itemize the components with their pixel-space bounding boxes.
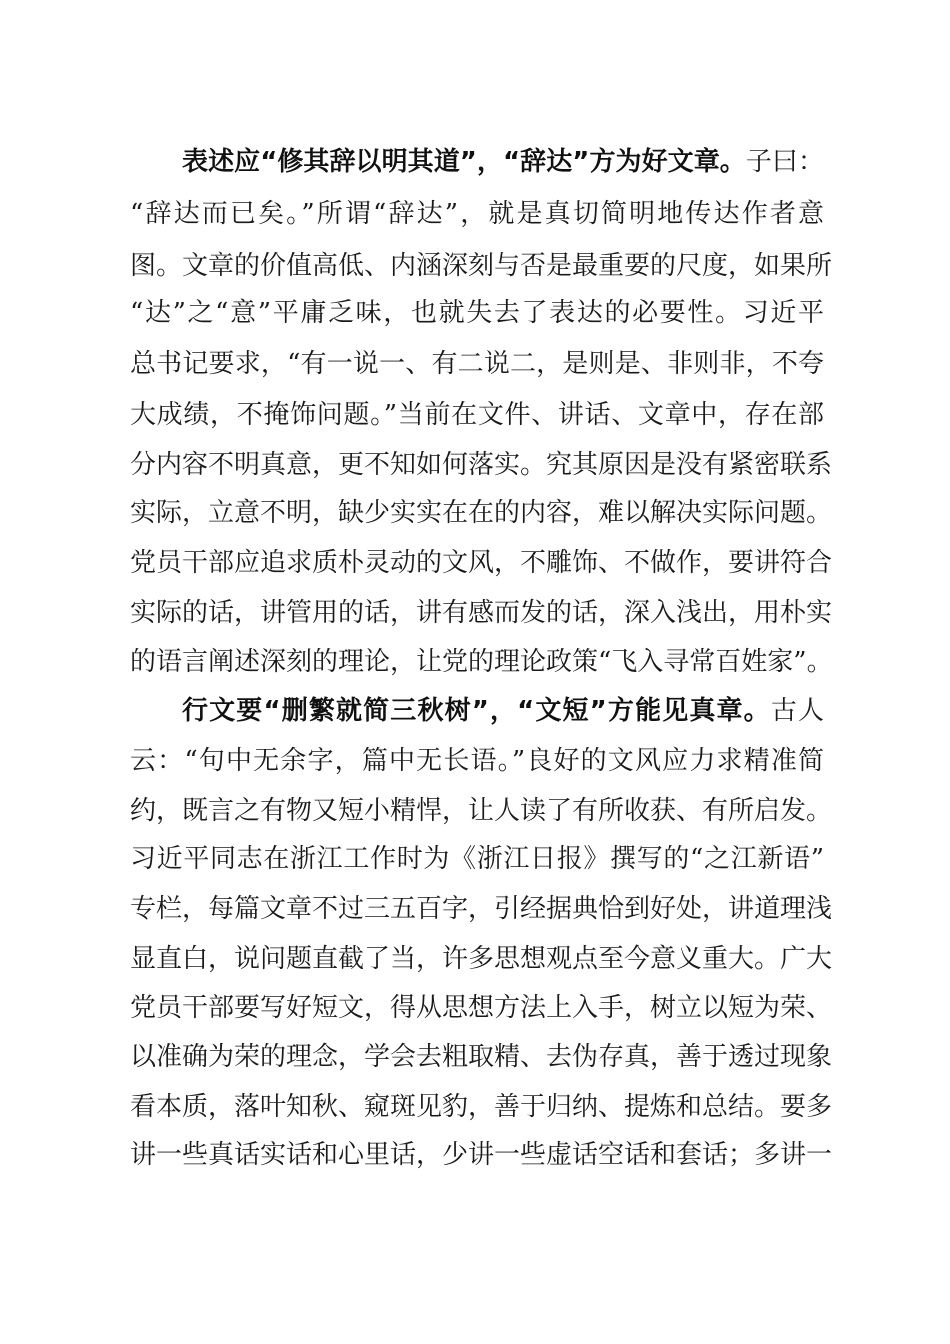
paragraph-2-line-1 — [182, 686, 824, 736]
paragraph-2-line-6: 显直白，说问题直截了当，许多思想观点至今意义重大。广大 — [130, 944, 833, 974]
paragraph-2-line-9: 看本质，落叶知秋、窥斑见豹，善于归纳、提炼和总结。要多 — [130, 1092, 833, 1122]
paragraph-2-heading: 行文要“删繁就简三秋树”，“文短”方能见真章。 — [182, 696, 771, 726]
paragraph-2-line-5: 专栏，每篇文章不过三五百字，引经据典恰到好处，讲道理浅 — [130, 894, 833, 924]
paragraph-2-line-2: 云：“句中无余字，篇中无长语。”良好的文风应力求精准简 — [130, 746, 824, 776]
paragraph-2-text: 古人 — [770, 696, 824, 726]
paragraph-1-line-4: “达”之“意”平庸乏味，也就失去了表达的必要性。习近平 — [130, 298, 824, 328]
paragraph-2-line-4: 习近平同志在浙江工作时为《浙江日报》撰写的“之江新语” — [130, 844, 824, 874]
paragraph-1-line-5: 总书记要求，“有一说一、有二说二，是则是、非则非，不夸 — [130, 349, 824, 379]
paragraph-2-line-7: 党员干部要写好短文，得从思想方法上入手，树立以短为荣、 — [130, 993, 833, 1023]
paragraph-1-line-11: 的语言阐述深刻的理论，让党的理论政策“飞入寻常百姓家”。 — [130, 647, 833, 677]
paragraph-1-line-3: 图。文章的价值高低、内涵深刻与否是最重要的尺度，如果所 — [130, 251, 833, 281]
paragraph-1-heading: 表述应“修其辞以明其道”，“辞达”方为好文章。 — [182, 147, 746, 177]
paragraph-1-line-6: 大成绩，不掩饰问题。”当前在文件、讲话、文章中，存在部 — [130, 400, 824, 430]
paragraph-1-line-1 — [182, 137, 824, 187]
paragraph-2-line-3: 约，既言之有物又短小精悍，让人读了有所收获、有所启发。 — [130, 796, 833, 826]
paragraph-2-line-8: 以准确为荣的理念，学会去粗取精、去伪存真，善于透过现象 — [130, 1042, 833, 1072]
paragraph-1-line-2: “辞达而已矣。”所谓“辞达”，就是真切简明地传达作者意 — [130, 199, 824, 229]
paragraph-1-text: 子曰： — [745, 147, 824, 177]
paragraph-1-line-7: 分内容不明真意，更不知如何落实。究其原因是没有紧密联系 — [130, 450, 833, 480]
paragraph-1-line-8: 实际，立意不明，缺少实实在在的内容，难以解决实际问题。 — [130, 498, 833, 528]
paragraph-1-line-9: 党员干部应追求质朴灵动的文风，不雕饰、不做作，要讲符合 — [130, 548, 833, 578]
paragraph-2-line-10: 讲一些真话实话和心里话，少讲一些虚话空话和套话；多讲一 — [130, 1140, 833, 1170]
paragraph-1-line-10: 实际的话，讲管用的话，讲有感而发的话，深入浅出，用朴实 — [130, 598, 833, 628]
